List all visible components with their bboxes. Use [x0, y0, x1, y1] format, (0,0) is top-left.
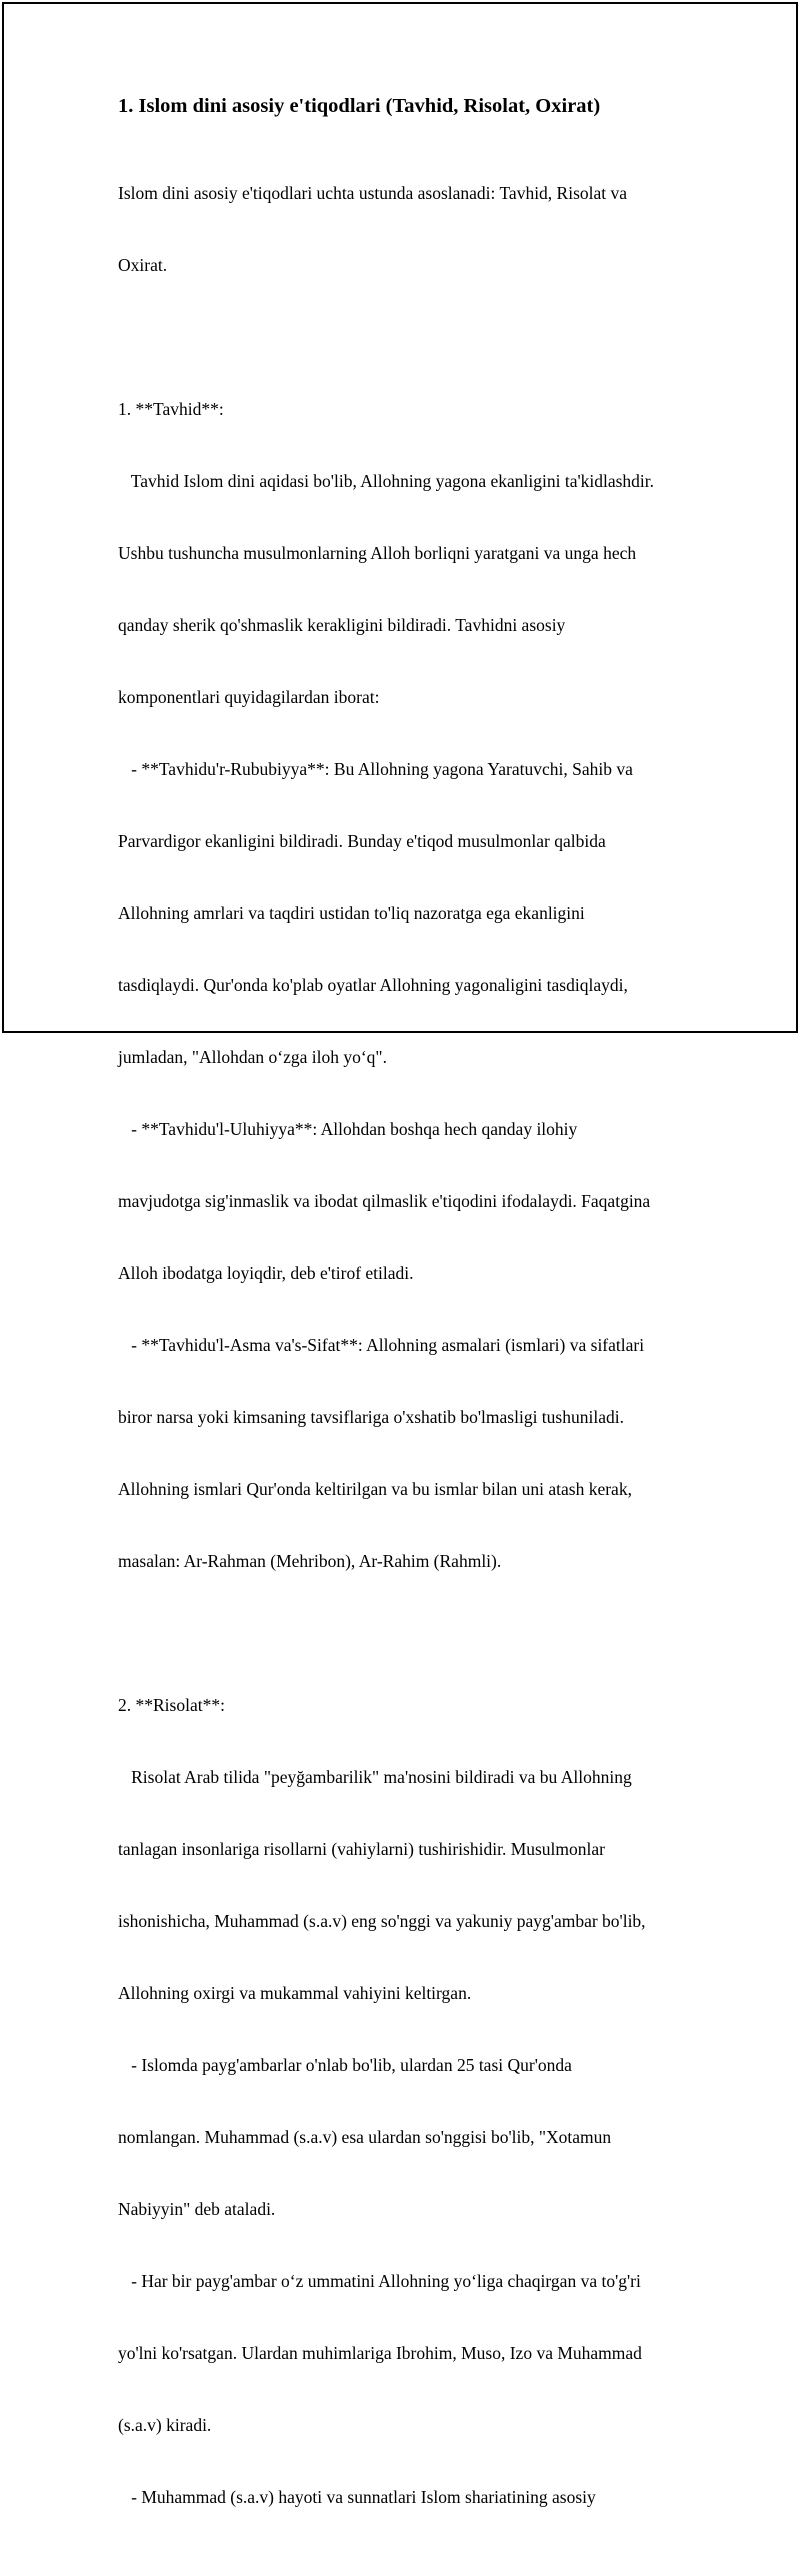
blank-line	[118, 325, 698, 349]
text-line: komponentlari quyidagilardan iborat:	[118, 687, 380, 707]
list-item: - **Tavhidu'l-Uluhiyya**: Allohdan boshqa hech qanday ilohiy	[118, 1119, 578, 1139]
list-item: - Har bir payg'ambar o‘z ummatini Allohning yo‘liga chaqirgan va to'g'ri	[118, 2271, 641, 2291]
section-heading-risolat: 2. **Risolat**:	[118, 1695, 225, 1715]
text-line: Nabiyyin" deb ataladi.	[118, 2199, 276, 2219]
text-line: Alloh ibodatga loyiqdir, deb e'tirof etiladi.	[118, 1263, 414, 1283]
document-body	[118, 92, 698, 2557]
list-item: - Muhammad (s.a.v) hayoti va sunnatlari Islom shariatining asosiy	[118, 2487, 596, 2507]
text-line: Allohning amrlari va taqdiri ustidan to'liq nazoratga ega ekanligini	[118, 903, 585, 923]
text-line: Allohning ismlari Qur'onda keltirilgan va bu ismlar bilan uni atash kerak,	[118, 1479, 632, 1499]
list-item: - Islomda payg'ambarlar o'nlab bo'lib, ulardan 25 tasi Qur'onda	[118, 2055, 572, 2075]
text-line: qanday sherik qo'shmaslik kerakligini bildiradi. Tavhidni asosiy	[118, 615, 566, 635]
blank-line	[118, 1621, 698, 1645]
text-line: masalan: Ar-Rahman (Mehribon), Ar-Rahim (Rahmli).	[118, 1551, 502, 1571]
document-text	[118, 133, 698, 2557]
text-line: mavjudotga sig'inmaslik va ibodat qilmaslik e'tiqodini ifodalaydi. Faqatgina	[118, 1191, 651, 1211]
text-line: Allohning oxirgi va mukammal vahiyini keltirgan.	[118, 1983, 472, 2003]
text-line: biror narsa yoki kimsaning tavsiflariga o'xshatib bo'lmasligi tushuniladi.	[118, 1407, 624, 1427]
text-line: yo'lni ko'rsatgan. Ulardan muhimlariga Ibrohim, Muso, Izo va Muhammad	[118, 2343, 642, 2363]
text-line: (s.a.v) kiradi.	[118, 2415, 212, 2435]
list-item: - **Tavhidu'r-Rububiyya**: Bu Allohning yagona Yaratuvchi, Sahib va	[118, 759, 633, 779]
text-line: Parvardigor ekanligini bildiradi. Bunday e'tiqod musulmonlar qalbida	[118, 831, 606, 851]
section-heading-tavhid: 1. **Tavhid**:	[118, 399, 224, 419]
text-line: tasdiqlaydi. Qur'onda ko'plab oyatlar Allohning yagonaligini tasdiqlaydi,	[118, 975, 628, 995]
text-line: Ushbu tushuncha musulmonlarning Alloh borliqni yaratgani va unga hech	[118, 543, 637, 563]
text-line: nomlangan. Muhammad (s.a.v) esa ulardan so'nggisi bo'lib, "Xotamun	[118, 2127, 612, 2147]
text-line: Islom dini asosiy e'tiqodlari uchta ustunda asoslanadi: Tavhid, Risolat va	[118, 183, 628, 203]
document-title: 1. Islom dini asosiy e'tiqodlari (Tavhid, Risolat, Oxirat)	[118, 95, 601, 117]
text-line: tanlagan insonlariga risollarni (vahiylarni) tushirishidir. Musulmonlar	[118, 1839, 605, 1859]
text-line: jumladan, "Allohdan o‘zga iloh yo‘q".	[118, 1047, 387, 1067]
text-line: Tavhid Islom dini aqidasi bo'lib, Allohning yagona ekanligini ta'kidlashdir.	[118, 471, 655, 491]
text-line: ishonishicha, Muhammad (s.a.v) eng so'nggi va yakuniy payg'ambar bo'lib,	[118, 1911, 646, 1931]
text-line: Oxirat.	[118, 255, 168, 275]
text-line: Risolat Arab tilida "peyğambarilik" ma'nosini bildiradi va bu Allohning	[118, 1767, 632, 1787]
list-item: - **Tavhidu'l-Asma va's-Sifat**: Allohning asmalari (ismlari) va sifatlari	[118, 1335, 645, 1355]
